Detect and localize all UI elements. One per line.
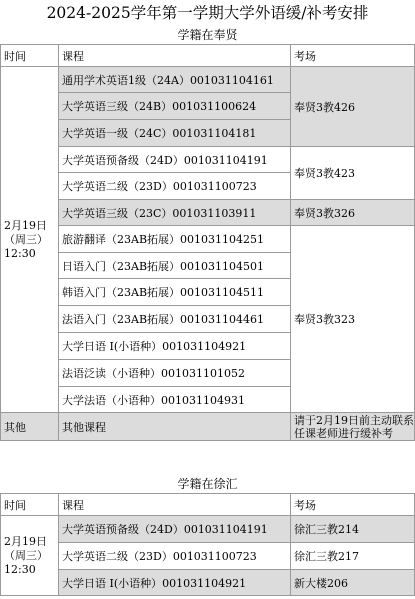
course-cell: 大学日语 I(小语种）001031104921 <box>59 570 291 596</box>
course-cell: 法语入门（23AB拓展）001031104461 <box>59 306 291 333</box>
time-date: 2月19日 <box>4 534 47 548</box>
other-note: 请于2月19日前主动联系任课老师进行缓补考 <box>291 413 415 441</box>
header-time: 时间 <box>1 45 59 67</box>
room-cell: 新大楼206 <box>291 570 415 596</box>
time-weekday: （周三） <box>4 548 48 562</box>
exam-time-cell <box>1 67 59 413</box>
time-weekday: （周三） <box>4 232 48 246</box>
page-title: 2024-2025学年第一学期大学外语缓/补考安排 <box>46 4 369 22</box>
header-course: 课程 <box>59 45 291 67</box>
course-cell: 大学日语 I(小语种）001031104921 <box>59 333 291 360</box>
header-room: 考场 <box>291 494 415 516</box>
table-row <box>1 570 415 596</box>
campus-title-xuhui: 学籍在徐汇 <box>177 477 238 491</box>
course-cell: 法语泛读（小语种）001031101052 <box>59 360 291 387</box>
course-cell: 大学法语（小语种）001031104931 <box>59 387 291 413</box>
course-cell: 大学英语预备级（24D）001031104191 <box>59 516 291 543</box>
course-cell: 大学英语三级（24B）001031100624 <box>59 93 291 120</box>
header-time: 时间 <box>1 494 59 516</box>
time-clock: 12:30 <box>4 246 36 260</box>
table-row <box>1 226 415 253</box>
campus-title-fengxian: 学籍在奉贤 <box>177 28 238 42</box>
table-header-row <box>1 494 415 516</box>
course-cell: 通用学术英语1级（24A）001031104161 <box>59 67 291 93</box>
room-cell: 奉贤3教423 <box>291 147 415 200</box>
table-row <box>1 67 415 93</box>
time-date: 2月19日 <box>4 218 47 232</box>
course-cell: 旅游翻译（23AB拓展）001031104251 <box>59 226 291 253</box>
exam-time-cell <box>1 516 59 596</box>
table-row <box>1 516 415 543</box>
other-course: 其他课程 <box>59 413 291 441</box>
table-row <box>1 147 415 173</box>
course-cell: 大学英语三级（23C）001031103911 <box>59 200 291 226</box>
course-cell: 大学英语一级（24C）001031104181 <box>59 120 291 147</box>
course-cell: 大学英语二级（23D）001031100723 <box>59 173 291 200</box>
schedule-table-xuhui <box>0 493 415 596</box>
other-label: 其他 <box>1 413 59 441</box>
course-cell: 大学英语二级（23D）001031100723 <box>59 543 291 570</box>
table-row <box>1 543 415 570</box>
header-room: 考场 <box>291 45 415 67</box>
time-clock: 12:30 <box>4 562 36 576</box>
room-cell: 奉贤3教323 <box>291 226 415 413</box>
room-cell: 奉贤3教426 <box>291 67 415 147</box>
header-course: 课程 <box>59 494 291 516</box>
table-row <box>1 200 415 226</box>
schedule-table-fengxian <box>0 44 415 441</box>
room-cell: 徐汇三教217 <box>291 543 415 570</box>
room-cell: 徐汇三教214 <box>291 516 415 543</box>
table-header-row <box>1 45 415 67</box>
course-cell: 大学英语预备级（24D）001031104191 <box>59 147 291 173</box>
course-cell: 韩语入门（23AB拓展）001031104511 <box>59 279 291 306</box>
room-cell: 奉贤3教326 <box>291 200 415 226</box>
table-row-other <box>1 413 415 441</box>
course-cell: 日语入门（23AB拓展）001031104501 <box>59 253 291 279</box>
